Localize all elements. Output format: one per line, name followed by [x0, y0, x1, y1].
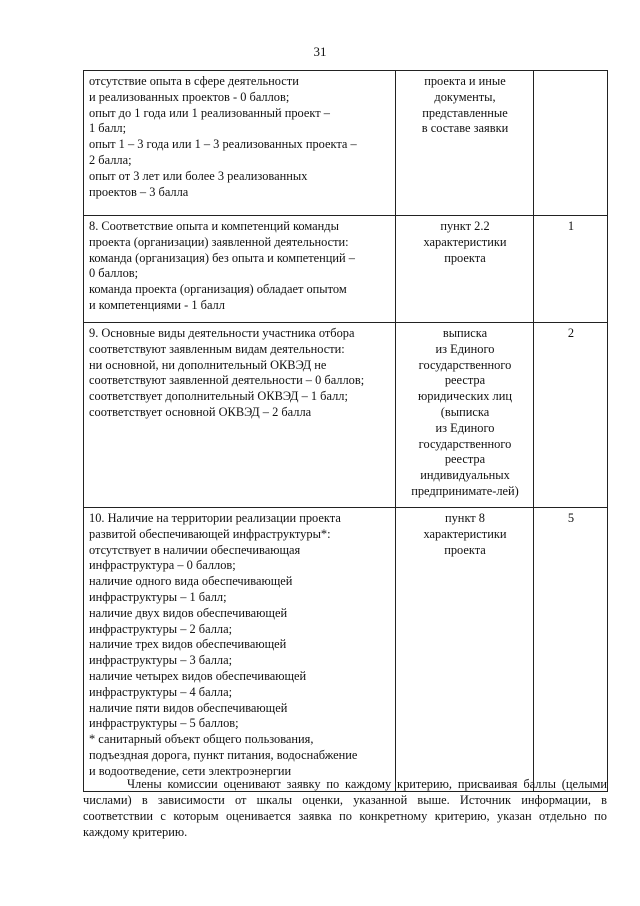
criterion-line: инфраструктура – 0 баллов; [89, 558, 236, 573]
source-line: юридических лиц [418, 389, 512, 404]
criterion-line: соответствуют заявленным видам деятельности: [89, 341, 345, 356]
criterion-line: 8. Соответствие опыта и компетенций команды [89, 219, 339, 233]
source-cell [396, 508, 534, 792]
source-line: проекта [444, 542, 486, 557]
source-cell [396, 323, 534, 508]
criterion-line: соответствуют заявленной деятельности – 0 баллов; [89, 373, 365, 388]
page-number: 31 [313, 44, 327, 59]
source-line: предпринимате-лей) [411, 483, 519, 498]
criterion-line: инфраструктуры – 3 балла; [89, 653, 233, 668]
source-line: индивидуальных [420, 468, 510, 483]
criterion-line: 10. Наличие на территории реализации проекта [89, 511, 341, 525]
source-line: государственного [418, 436, 512, 451]
criterion-line: команда (организация) без опыта и компетенций – [89, 250, 355, 265]
source-line: пункт 8 [444, 511, 486, 525]
table-row [84, 216, 608, 323]
criterion-cell [84, 71, 396, 216]
source-line: реестра [444, 452, 486, 467]
score-cell: 5 [534, 508, 608, 792]
source-line: выписка [442, 326, 488, 340]
criterion-line: инфраструктуры – 4 балла; [89, 684, 233, 699]
criterion-line: ни основной, ни дополнительный ОКВЭД не [89, 357, 327, 372]
criterion-line: наличие одного вида обеспечивающей [89, 574, 293, 589]
criterion-line: соответствует дополнительный ОКВЭД – 1 балл; [89, 389, 348, 404]
source-line: государственного [418, 357, 512, 372]
source-line: (выписка [440, 404, 490, 419]
source-cell [396, 216, 534, 323]
criterion-line: 2 балла; [89, 152, 132, 167]
source-line: представленные [422, 105, 508, 120]
criterion-line: наличие четырех видов обеспечивающей [89, 668, 307, 683]
criterion-line: опыт до 1 года или 1 реализованный проект – [89, 105, 330, 120]
criterion-cell [84, 323, 396, 508]
criterion-line: отсутствие опыта в сфере деятельности [89, 74, 299, 88]
criterion-line: 1 балл; [89, 121, 127, 136]
source-line: пункт 2.2 [440, 219, 490, 233]
criterion-line: развитой обеспечивающей инфраструктуры*: [89, 526, 331, 541]
criterion-line: и реализованных проектов - 0 баллов; [89, 89, 290, 104]
source-line: проекта [444, 250, 486, 265]
source-cell [396, 71, 534, 216]
criterion-line: опыт от 3 лет или более 3 реализованных [89, 168, 308, 183]
source-line: характеристики [423, 526, 507, 541]
source-line: проекта и иные [424, 74, 506, 88]
criterion-line: наличие трех видов обеспечивающей [89, 637, 287, 652]
source-line: из Единого [435, 341, 495, 356]
source-line: из Единого [435, 420, 495, 435]
criterion-line: * санитарный объект общего пользования, [89, 732, 314, 747]
criterion-line: наличие пяти видов обеспечивающей [89, 700, 288, 715]
criterion-line: и компетенциями - 1 балл [89, 297, 225, 312]
criteria-table [83, 70, 608, 792]
criterion-line: проектов – 3 балла [89, 184, 189, 199]
criterion-line: проекта (организации) заявленной деятельности: [89, 234, 349, 249]
score-cell [534, 71, 608, 216]
table-row [84, 323, 608, 508]
table-row [84, 508, 608, 792]
source-line: документы, [434, 89, 496, 104]
score-cell: 1 [534, 216, 608, 323]
criterion-line: команда проекта (организация) обладает опытом [89, 282, 347, 297]
score-cell: 2 [534, 323, 608, 508]
criterion-line: инфраструктуры – 2 балла; [89, 621, 233, 636]
criterion-line: 0 баллов; [89, 266, 139, 281]
criterion-line: и водоотведение, сети электроэнергии [89, 763, 292, 778]
criterion-line: 9. Основные виды деятельности участника отбора [89, 326, 355, 340]
source-line: реестра [444, 373, 486, 388]
criterion-cell [84, 508, 396, 792]
table-row [84, 71, 608, 216]
source-line: в составе заявки [421, 121, 509, 136]
source-line: характеристики [423, 234, 507, 249]
criterion-line: инфраструктуры – 5 баллов; [89, 716, 239, 731]
criterion-line: наличие двух видов обеспечивающей [89, 605, 288, 620]
criterion-cell [84, 216, 396, 323]
footer-paragraph: Члены комиссии оценивают заявку по каждому критерию, присваивая баллы (целыми числами) в зависимости от шкалы оценки, указанной выше. Источник информации, в соответствии с которым оценивается заявка по конкретному критерию, указан отдельно по каждому критерию. [83, 777, 607, 839]
criterion-line: отсутствует в наличии обеспечивающая [89, 542, 301, 557]
criterion-line: инфраструктуры – 1 балл; [89, 589, 227, 604]
criterion-line: подъездная дорога, пункт питания, водоснабжение [89, 747, 358, 762]
criterion-line: соответствует основной ОКВЭД – 2 балла [89, 404, 312, 419]
criterion-line: опыт 1 – 3 года или 1 – 3 реализованных проекта – [89, 137, 357, 152]
